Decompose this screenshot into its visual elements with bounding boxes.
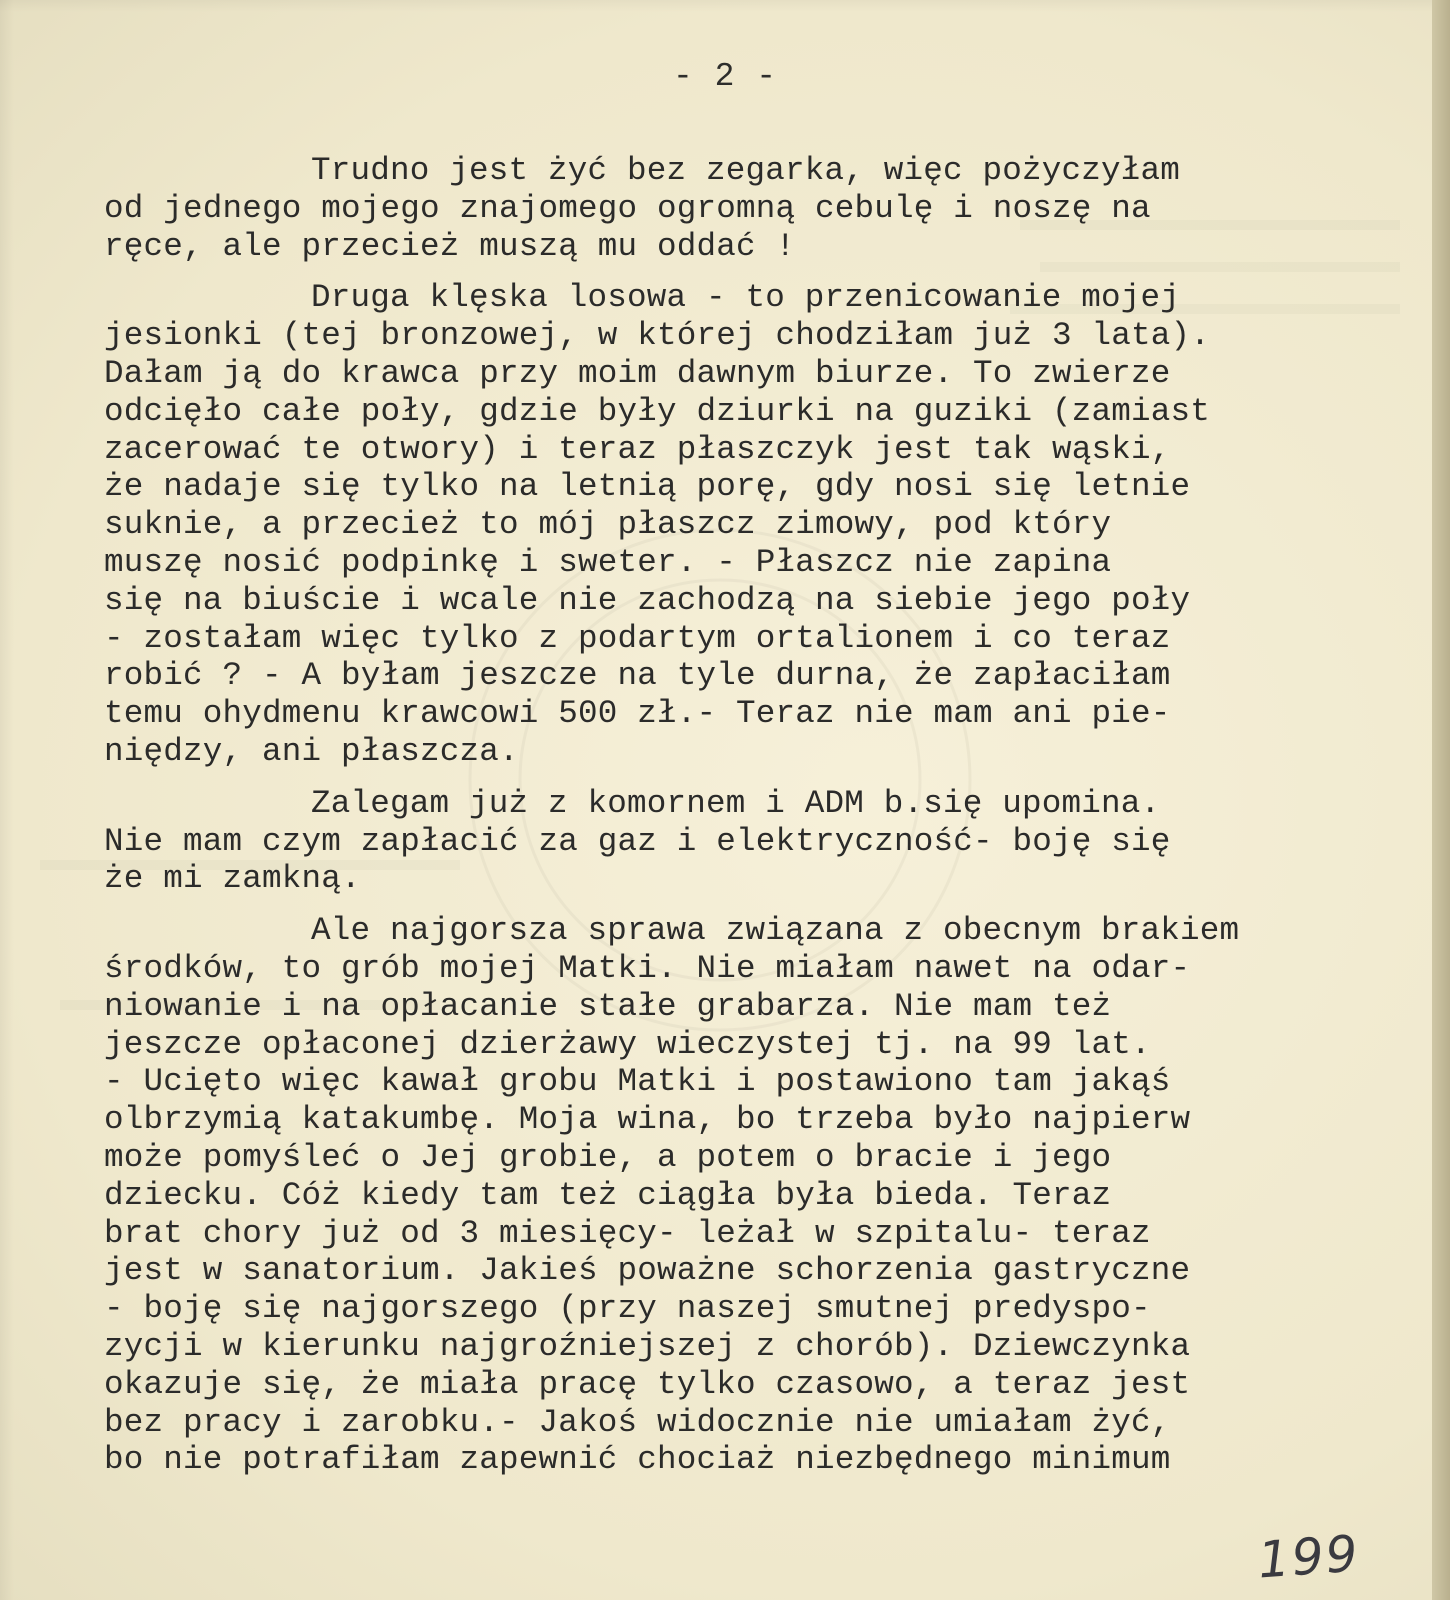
text-line: olbrzymią katakumbę. Moja wina, bo trzeba było najpierw: [104, 1101, 1191, 1139]
text-line: niowanie i na opłacanie stałe grabarza. Nie mam też: [104, 987, 1112, 1025]
text-line: Trudno jest żyć bez zegarka, więc pożyczyłam: [311, 152, 1181, 189]
paragraph-3: [104, 785, 1404, 898]
text-line: jesionki (tej bronzowej, w której chodziłam już 3 lata).: [104, 317, 1211, 355]
paragraph-4: [104, 912, 1404, 1479]
text-line: suknie, a przecież to mój płaszcz zimowy, pod który: [104, 506, 1112, 544]
text-line: Dałam ją do krawca przy moim dawnym biurze. To zwierze: [104, 354, 1171, 392]
text-line: może pomyśleć o Jej grobie, a potem o bracie i jego: [104, 1138, 1112, 1176]
letter-body: [104, 152, 1404, 1493]
text-line: jeszcze opłaconej dzierżawy wieczystej tj. na 99 lat.: [104, 1025, 1151, 1063]
page-number: - 2 -: [672, 58, 778, 95]
paragraph-1: [104, 152, 1404, 265]
text-line: ręce, ale przecież muszą mu oddać !: [104, 227, 796, 265]
text-line: środków, to grób mojej Matki. Nie miałam nawet na odar-: [104, 949, 1191, 987]
handwritten-archive-number: 199: [1256, 1524, 1362, 1590]
text-line: od jednego mojego znajomego ogromną cebulę i noszę na: [104, 189, 1151, 227]
text-line: że mi zamkną.: [104, 860, 361, 898]
text-line: że nadaje się tylko na letnią porę, gdy nosi się letnie: [104, 468, 1191, 506]
text-line: temu ohydmenu krawcowi 500 zł.- Teraz nie mam ani pie-: [104, 695, 1171, 733]
paper-edge: [1432, 0, 1450, 1600]
text-line: Nie mam czym zapłacić za gaz i elektryczność- boję się: [104, 822, 1171, 860]
text-line: jest w sanatorium. Jakieś poważne schorzenia gastryczne: [104, 1252, 1191, 1290]
text-line: bo nie potrafiłam zapewnić chociaż niezbędnego minimum: [104, 1441, 1171, 1479]
text-line: się na biuście i wcale nie zachodzą na siebie jego poły: [104, 581, 1191, 619]
text-line: zycji w kierunku najgroźniejszej z chorób). Dziewczynka: [104, 1327, 1191, 1365]
text-line: brat chory już od 3 miesięcy- leżał w szpitalu- teraz: [104, 1214, 1151, 1252]
text-line: Ale najgorsza sprawa związana z obecnym brakiem: [311, 912, 1240, 950]
text-line: odcięło całe poły, gdzie były dziurki na guziki (zamiast: [104, 392, 1211, 430]
text-line: zacerować te otwory) i teraz płaszczyk jest tak wąski,: [104, 430, 1171, 468]
text-line: bez pracy i zarobku.- Jakoś widocznie nie umiałam żyć,: [104, 1403, 1171, 1441]
text-line: - Ucięto więc kawał grobu Matki i postawiono tam jakąś: [104, 1063, 1171, 1101]
text-line: muszę nosić podpinkę i sweter. - Płaszcz nie zapina: [104, 543, 1112, 581]
text-line: okazuje się, że miała pracę tylko czasowo, a teraz jest: [104, 1365, 1191, 1403]
text-line: robić ? - A byłam jeszcze na tyle durna, że zapłaciłam: [104, 657, 1171, 695]
paragraph-2: [104, 279, 1404, 770]
text-line: Druga klęska losowa - to przenicowanie mojej: [311, 279, 1181, 317]
text-line: - zostałam więc tylko z podartym ortalionem i co teraz: [104, 619, 1171, 657]
text-line: niędzy, ani płaszcza.: [104, 732, 519, 770]
text-line: Zalegam już z komornem i ADM b.się upomina.: [311, 784, 1161, 822]
text-line: dziecku. Cóż kiedy tam też ciągła była bieda. Teraz: [104, 1176, 1112, 1214]
text-line: - boję się najgorszego (przy naszej smutnej predyspo-: [104, 1290, 1151, 1328]
